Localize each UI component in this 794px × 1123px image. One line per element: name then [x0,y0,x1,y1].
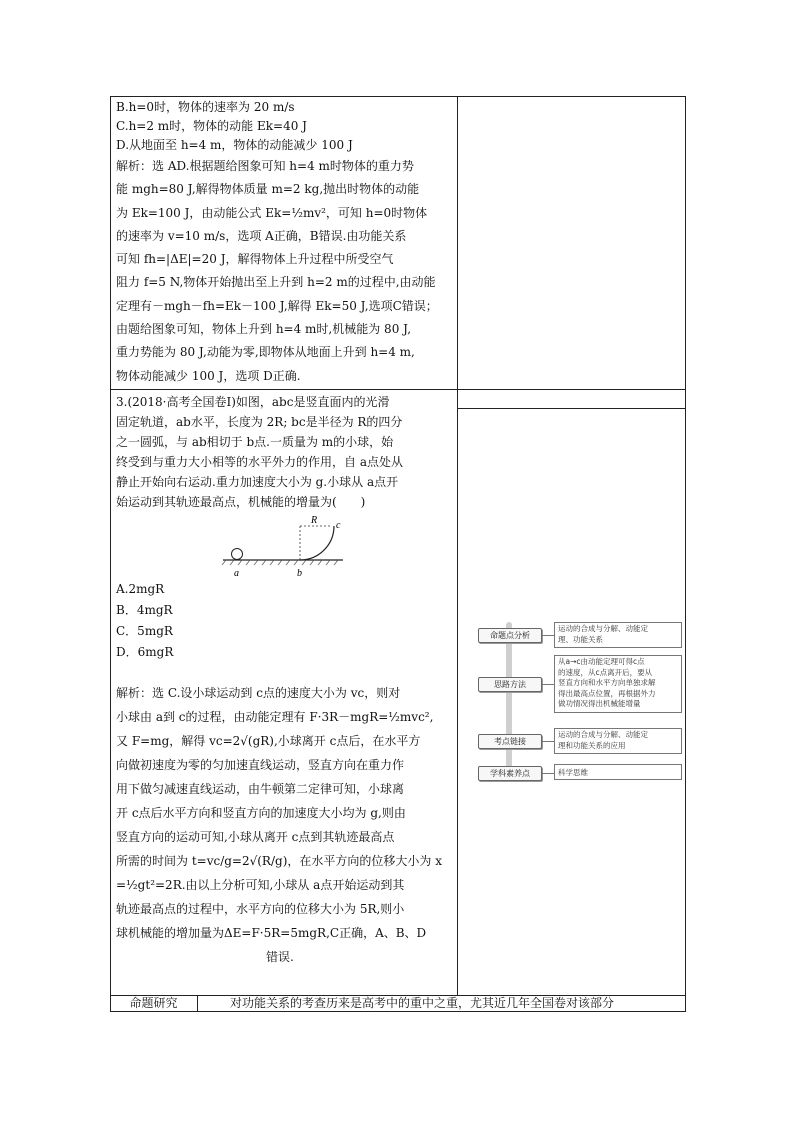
question-3-options [116,579,316,663]
row-divider [110,389,686,390]
label-r: R [311,515,318,526]
solution-line: 解析：选 C.设小球运动到 c点的速度大小为 vc，则对 [116,686,401,700]
solution-line: 又 F=mg，解得 vc=2√(gR),小球离开 c点后，在水平方 [116,734,421,748]
solution-line: 球机械能的增加量为ΔE=F·5R=5mgR,C正确，A、B、D [116,926,427,940]
solution-line: 错误. [266,950,294,964]
mindmap-spine [506,622,512,780]
solution-line: 开 c点后水平方向和竖直方向的加速度大小均为 g,则由 [116,806,406,820]
mindmap-label-analysis: 命题点分析 [478,628,542,643]
solution-line: 所需的时间为 t=vc/g=2√(R/g)，在水平方向的位移大小为 x [116,854,442,868]
option-d: D.从地面至 h=4 m，物体的动能减少 100 J [116,138,353,152]
solution-line: 物体动能减少 100 J，选项 D正确. [116,368,301,383]
column-divider [457,96,458,995]
mindmap-text-line: 的速度，从c点离开后，要从 [558,667,653,677]
stem-line: 始运动到其轨迹最高点，机械能的增量为( ) [116,495,366,509]
stem-line: 固定轨道，ab水平，长度为 2R; bc是半径为 R的四分 [116,415,403,429]
label-b: b [297,568,302,579]
solution-line: =½gt²=2R.由以上分析可知,小球从 a点开始运动到其 [116,878,405,892]
solution-line: 能 mgh=80 J,解得物体质量 m=2 kg,抛出时物体的动能 [116,182,420,197]
mindmap-text-line: 竖直方向和水平方向单独求解 [558,678,656,687]
analysis-mindmap [470,618,686,788]
option-b: B.h=0时，物体的速率为 20 m/s [116,100,295,114]
prev-question-options [116,98,454,155]
solution-line: 向做初速度为零的匀加速直线运动，竖直方向在重力作 [116,758,405,772]
question-3-solution [116,681,454,969]
label-a: a [234,568,239,579]
mindmap-label-method: 思路方法 [478,677,542,692]
footer-text: 对功能关系的考查历来是高考中的重中之重，尤其近几年全国卷对该部分 [230,996,615,1010]
mindmap-connector [542,635,554,636]
footer-column-divider [197,995,198,1012]
option-c: C.h=2 m时，物体的动能 Ek=40 J [116,119,307,133]
mindmap-text-line: 理、功能关系 [558,634,603,644]
solution-line: 用下做匀减速直线运动，由牛顿第二定律可知，小球离 [116,782,405,796]
stem-line: 之一圆弧，与 ab相切于 b点.一质量为 m的小球，始 [116,435,394,449]
mindmap-text-line: 科学思维 [558,768,588,777]
mindmap-text-line: 做功情况得出机械能增量 [558,699,641,708]
stem-line: 3.(2018·高考全国卷Ⅰ)如图，abc是竖直面内的光滑 [116,395,390,409]
solution-line: 解析：选 AD.根据题给图象可知 h=4 m时物体的重力势 [116,159,414,173]
solution-line: 定理有－mgh－fh=Ek－100 J,解得 Ek=50 J,选项C错误； [116,298,438,313]
ball [232,549,243,560]
solution-line: 轨迹最高点的过程中，水平方向的位移大小为 5R,则小 [116,902,405,916]
question-3-stem [116,392,454,512]
stem-line: 终受到与重力大小相等的水平外力的作用，自 a点处从 [116,455,403,469]
right-cell-divider [457,408,686,409]
mindmap-text-line: 得出最高点位置，再根据外力 [558,688,656,698]
solution-line: 可知 fh=|ΔE|=20 J，解得物体上升过程中所受空气 [116,252,394,267]
mindmap-text-line: 运动的合成与分解、动能定 [558,730,648,739]
solution-line: 竖直方向的运动可知,小球从离开 c点到其轨迹最高点 [116,830,395,844]
option-a: A.2mgR [116,582,165,596]
solution-line: 为 Ek=100 J，由动能公式 Ek=½mv²，可知 h=0时物体 [116,205,428,220]
mindmap-box-analysis [554,622,682,648]
mindmap-text-line: 从a→c由动能定理可得c点 [558,657,645,666]
quarter-arc [300,526,334,560]
prev-question-solution [116,155,454,388]
solution-line: 小球由 a到 c的过程，由动能定理有 F·3R－mgR=½mvc², [116,710,434,724]
mindmap-label-link: 考点链接 [478,734,542,749]
mindmap-connector [542,741,554,742]
label-c: c [336,520,341,531]
option-c: C．5mgR [116,624,173,638]
mindmap-connector [542,684,554,685]
option-b: B．4mgR [116,603,173,617]
solution-line: 由题给图象可知，物体上升到 h=4 m时,机械能为 80 J, [116,322,412,337]
mindmap-connector [542,773,554,774]
option-d: D．6mgR [116,645,174,659]
solution-line: 重力势能为 80 J,动能为零,即物体从地面上升到 h=4 m, [116,345,415,360]
ground-hatch [222,560,338,565]
stem-line: 静止开始向右运动.重力加速度大小为 g.小球从 a点开 [116,475,399,489]
solution-line: 的速率为 v=10 m/s，选项 A正确，B错误.由功能关系 [116,228,407,243]
solution-line: 阻力 f=5 N,物体开始抛出至上升到 h=2 m的过程中,由动能 [116,275,436,290]
mindmap-box-method [554,655,682,713]
track-figure [118,512,348,582]
mindmap-box-literacy [554,764,682,780]
mindmap-text-line: 理和功能关系的应用 [558,740,626,750]
footer-label: 命题研究 [129,996,178,1010]
mindmap-label-literacy: 学科素养点 [478,766,542,781]
mindmap-text-line: 运动的合成与分解、动能定 [558,624,648,633]
mindmap-box-link [554,728,682,754]
